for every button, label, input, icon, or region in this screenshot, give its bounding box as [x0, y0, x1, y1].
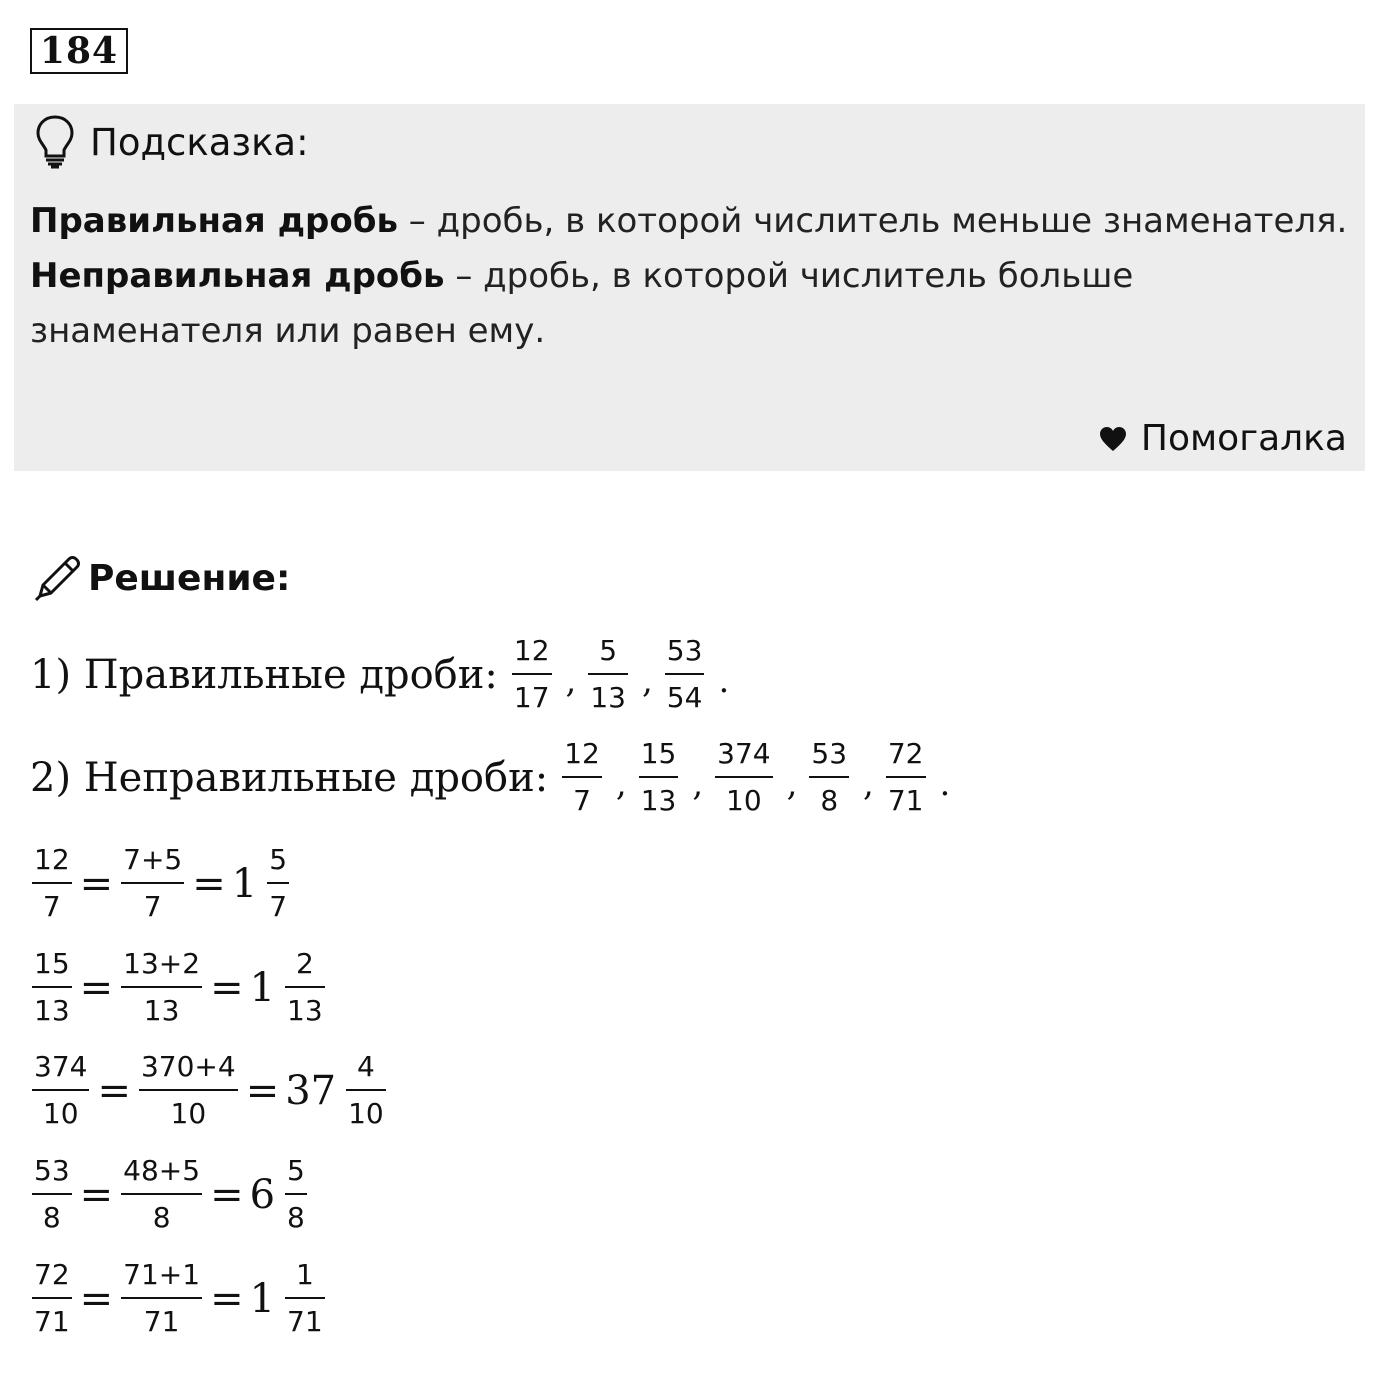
line-label: 2) Неправильные дроби:: [30, 754, 549, 801]
fraction: [121, 1154, 202, 1234]
improper-fractions-line: [30, 737, 960, 817]
line-label: 1) Правильные дроби:: [30, 651, 498, 698]
denominator: 71: [285, 1297, 325, 1336]
equals-sign: =: [79, 1275, 114, 1322]
fraction: [285, 1258, 325, 1338]
numerator: 370+4: [140, 1050, 236, 1083]
mixed-whole: 1: [249, 1275, 276, 1322]
denominator: 8: [285, 1193, 307, 1232]
hint-definitions: [30, 194, 1350, 359]
lightbulb-icon: [34, 114, 76, 170]
numerator: 12: [513, 634, 550, 667]
period: .: [939, 763, 951, 804]
denominator: 8: [809, 776, 849, 815]
denominator: 10: [715, 776, 772, 815]
fraction: [32, 1258, 72, 1338]
denominator: 54: [665, 673, 705, 712]
definition-term: Правильная дробь: [30, 201, 398, 241]
denominator: 10: [32, 1089, 89, 1128]
numerator: 53: [811, 737, 848, 770]
mixed-whole: 1: [249, 964, 276, 1011]
numerator: 72: [34, 1258, 70, 1291]
fraction: [121, 947, 202, 1027]
comma: ,: [565, 660, 577, 701]
brand-label: [1099, 418, 1347, 459]
brand-name: Помогалка: [1140, 418, 1347, 459]
comma: ,: [786, 763, 798, 804]
fraction: [32, 1050, 89, 1130]
solution-title: Решение:: [88, 557, 291, 599]
denominator: 13: [285, 986, 325, 1025]
fraction: [121, 1258, 202, 1338]
numerator: 7+5: [123, 843, 183, 876]
comma: ,: [615, 763, 627, 804]
conversion-row: [30, 1258, 327, 1338]
denominator: 7: [121, 882, 184, 921]
denominator: 7: [32, 882, 72, 921]
denominator: 7: [267, 882, 289, 921]
numerator: 5: [599, 634, 618, 667]
mixed-whole: 6: [249, 1171, 276, 1218]
mixed-whole: 37: [285, 1067, 337, 1114]
definition-proper: [30, 194, 1350, 249]
fraction: [285, 947, 325, 1027]
numerator: 2: [295, 947, 314, 980]
denominator: 17: [512, 673, 552, 712]
equals-sign: =: [79, 964, 114, 1011]
proper-fractions-line: [30, 634, 739, 714]
mixed-whole: 1: [231, 860, 258, 907]
numerator: 374: [717, 737, 771, 770]
denominator: 13: [32, 986, 72, 1025]
equals-sign: =: [210, 964, 244, 1011]
equals-sign: =: [210, 1275, 244, 1322]
numerator: 12: [564, 737, 600, 770]
denominator: 71: [32, 1297, 72, 1336]
hint-header: [34, 114, 309, 170]
equals-sign: =: [245, 1067, 280, 1114]
conversion-row: [30, 843, 291, 923]
conversion-row: [30, 1154, 309, 1234]
fraction: [809, 737, 849, 817]
denominator: 13: [121, 986, 202, 1025]
fraction: [346, 1050, 386, 1130]
denominator: 10: [139, 1089, 238, 1128]
numerator: 72: [887, 737, 924, 770]
equals-sign: =: [210, 1171, 244, 1218]
fraction: [32, 947, 72, 1027]
numerator: 53: [666, 634, 703, 667]
numerator: 53: [34, 1154, 70, 1187]
fraction: [715, 737, 772, 817]
definition-text: – дробь, в которой числитель больше знаменателя или равен ему.: [30, 256, 1134, 351]
exercise-number: 184: [30, 28, 128, 74]
numerator: 1: [295, 1258, 314, 1291]
denominator: 13: [588, 673, 628, 712]
equals-sign: =: [97, 1067, 131, 1114]
comma: ,: [641, 660, 653, 701]
fraction: [512, 634, 552, 714]
conversion-row: [30, 1050, 388, 1130]
numerator: 374: [34, 1050, 88, 1083]
fraction: [665, 634, 705, 714]
definition-term: Неправильная дробь: [30, 256, 445, 296]
fraction: [588, 634, 628, 714]
fraction: [639, 737, 679, 817]
fraction: [285, 1154, 307, 1234]
hint-title: Подсказка:: [90, 120, 309, 164]
numerator: 12: [34, 843, 70, 876]
fraction: [139, 1050, 238, 1130]
fraction: [121, 843, 184, 923]
heart-icon: [1099, 426, 1127, 452]
fraction: [562, 737, 602, 817]
definition-text: – дробь, в которой числитель меньше знаменателя.: [397, 201, 1348, 241]
denominator: 71: [886, 776, 926, 815]
numerator: 5: [287, 1154, 305, 1187]
denominator: 7: [562, 776, 602, 815]
numerator: 15: [34, 947, 70, 980]
numerator: 4: [357, 1050, 375, 1083]
solution-header: [32, 552, 290, 604]
period: .: [718, 660, 730, 701]
equals-sign: =: [79, 860, 114, 907]
equals-sign: =: [192, 860, 226, 907]
equals-sign: =: [79, 1171, 114, 1218]
hint-panel: [14, 104, 1365, 471]
denominator: 13: [639, 776, 679, 815]
fraction: [267, 843, 289, 923]
pencil-icon: [32, 552, 84, 604]
fraction: [32, 843, 72, 923]
denominator: 71: [121, 1297, 202, 1336]
fraction: [886, 737, 926, 817]
numerator: 15: [640, 737, 677, 770]
comma: ,: [692, 763, 704, 804]
fraction: [32, 1154, 72, 1234]
denominator: 8: [32, 1193, 72, 1232]
comma: ,: [863, 763, 874, 804]
numerator: 5: [269, 843, 288, 876]
numerator: 48+5: [123, 1154, 201, 1187]
denominator: 8: [121, 1193, 202, 1232]
definition-improper: [30, 249, 1350, 359]
denominator: 10: [346, 1089, 386, 1128]
conversion-row: [30, 947, 327, 1027]
numerator: 71+1: [123, 1258, 201, 1291]
numerator: 13+2: [123, 947, 201, 980]
